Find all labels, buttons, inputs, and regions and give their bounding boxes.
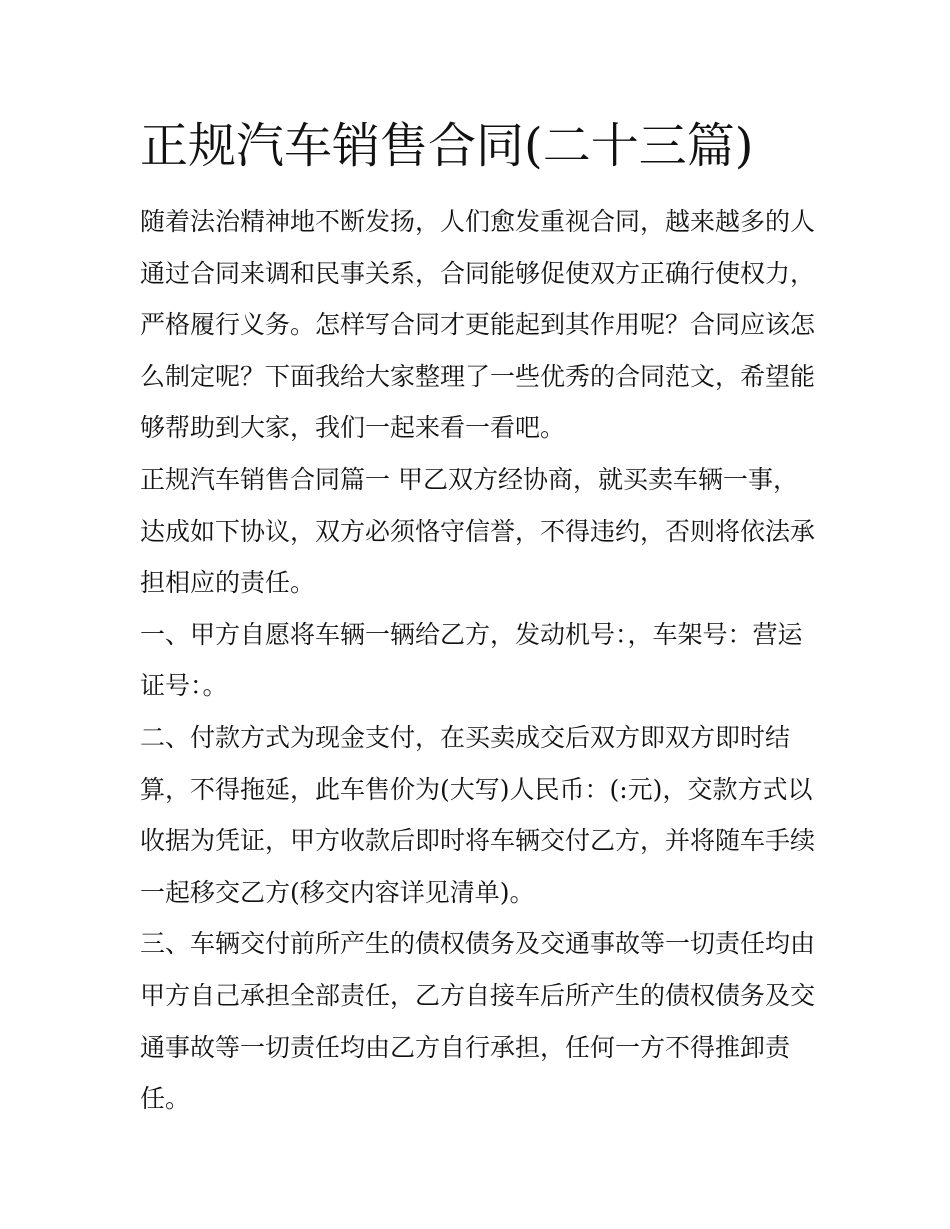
- body-line: 任。: [140, 1084, 191, 1114]
- body-line: 随着法治精神地不断发扬，人们愈发重视合同，越来越多的人: [140, 207, 816, 236]
- body-line: 一起移交乙方(移交内容详见清单)。: [140, 877, 535, 907]
- body-line: 通过合同来调和民事关系，合同能够促使双方正确行使权力，: [140, 258, 816, 288]
- body-line: 甲方自己承担全部责任，乙方自接车后所产生的债权债务及交: [140, 980, 816, 1010]
- body-line: 担相应的责任。: [140, 568, 316, 598]
- body-line: 证号：。: [140, 671, 228, 701]
- body-line: 够帮助到大家，我们一起来看一看吧。: [140, 413, 566, 443]
- document-title: 正规汽车销售合同(二十三篇): [140, 118, 754, 174]
- document-body: [140, 196, 820, 1125]
- body-line: 么制定呢？下面我给大家整理了一些优秀的合同范文，希望能: [140, 361, 816, 391]
- body-line: 二、付款方式为现金支付，在买卖成交后双方即双方即时结: [140, 722, 791, 752]
- body-line: 三、车辆交付前所产生的债权债务及交通事故等一切责任均由: [140, 929, 816, 959]
- body-line: 一、甲方自愿将车辆一辆给乙方，发动机号：，车架号：营运: [140, 619, 803, 649]
- body-line: 收据为凭证，甲方收款后即时将车辆交付乙方，并将随车手续: [140, 826, 816, 856]
- body-line: 严格履行义务。怎样写合同才更能起到其作用呢？合同应该怎: [140, 310, 816, 340]
- body-line: 算，不得拖延，此车售价为(大写)人民币：(:元)，交款方式以: [140, 774, 813, 804]
- body-line: 正规汽车销售合同篇一 甲乙双方经协商，就买卖车辆一事，: [140, 464, 798, 494]
- body-line: 达成如下协议，双方必须恪守信誉，不得违约，否则将依法承: [140, 516, 816, 546]
- body-line: 通事故等一切责任均由乙方自行承担，任何一方不得推卸责: [140, 1032, 791, 1062]
